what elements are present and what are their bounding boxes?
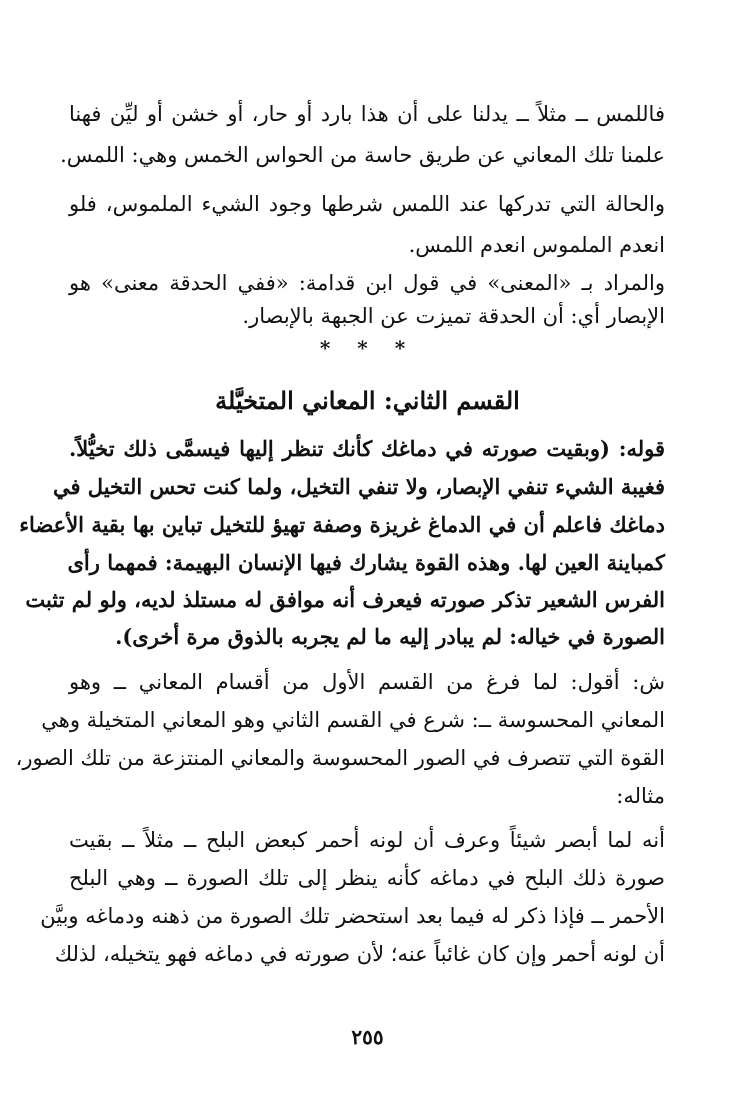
text-line: مثاله:	[616, 784, 665, 808]
quote-line: قوله: (وبقيت صورته في دماغك كأنك تنظر إليها فيسمَّى ذلك تخيُّلاً.	[69, 436, 665, 461]
quote-line: الصورة في خياله: لم يبادر إليه ما لم يجربه بالذوق مرة أخرى).	[115, 624, 665, 649]
text-line: فاللمس ــ مثلاً ــ يدلنا على أن هذا بارد أو حار، أو خشن أو ليِّن فهنا	[69, 102, 665, 126]
section-heading: القسم الثاني: المعاني المتخيَّلة	[215, 386, 520, 415]
text-line: والمراد بـ «المعنى» في قول ابن قدامة: «ففي الحدقة معنى» هو	[69, 271, 665, 295]
quote-line: دماغك فاعلم أن في الدماغ غريزة وصفة تهيؤ للتخيل تباين بها بقية الأعضاء	[19, 512, 665, 537]
text-line: القوة التي تتصرف في الصور المحسوسة والمعاني المنتزعة من تلك الصور،	[15, 746, 665, 770]
text-line: أنه لما أبصر شيئاً وعرف أن لونه أحمر كبعض البلح ــ مثلاً ــ بقيت	[69, 828, 665, 852]
text-line: صورة ذلك البلح في دماغه كأنه ينظر إلى تلك الصورة ــ وهي البلح	[69, 866, 665, 890]
text-line: والحالة التي تدركها عند اللمس شرطها وجود الشيء الملموس، فلو	[69, 192, 665, 216]
section-separator: * * *	[319, 336, 416, 360]
text-line: أن لونه أحمر وإن كان غائباً عنه؛ لأن صورته في دماغه فهو يتخيله، لذلك	[54, 942, 665, 966]
quote-line: الفرس الشعير تذكر صورته فيعرف أنه موافق له مستلذ لديه، ولو لم تثبت	[25, 587, 665, 612]
text-line: الأحمر ــ فإذا ذكر له فيما بعد استحضر تلك الصورة من ذهنه ودماغه وبيَّن	[40, 904, 665, 928]
text-line: علمنا تلك المعاني عن طريق حاسة من الحواس الخمس وهي: اللمس.	[60, 143, 665, 167]
quote-line: فغيبة الشيء تنفي الإبصار، ولا تنفي التخيل، ولما كنت تحس التخيل في	[52, 474, 665, 499]
quote-line: كمباينة العين لها. وهذه القوة يشارك فيها الإنسان البهيمة: فمهما رأى	[67, 550, 665, 575]
text-line: انعدم الملموس انعدم اللمس.	[408, 233, 665, 257]
text-line: الإبصار أي: أن الحدقة تميزت عن الجبهة بالإبصار.	[242, 304, 665, 328]
text-line: ش: أقول: لما فرغ من القسم الأول من أقسام المعاني ــ وهو	[69, 670, 665, 694]
text-line: المعاني المحسوسة ــ: شرع في القسم الثاني وهو المعاني المتخيلة وهي	[41, 708, 665, 732]
page-number: ٢٥٥	[351, 1025, 384, 1049]
